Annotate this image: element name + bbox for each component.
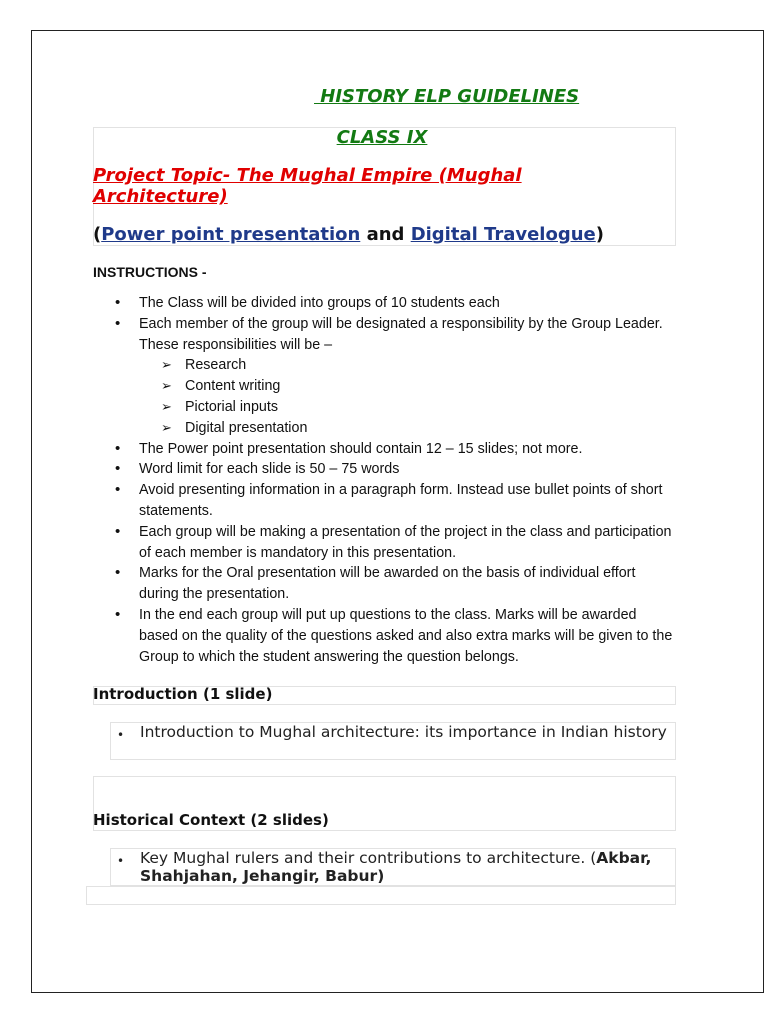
historical-context-bullet [110, 848, 676, 886]
bullet-icon: • [117, 728, 125, 742]
instruction-item [93, 314, 678, 439]
historical-context-heading: Historical Context (2 slides) [93, 811, 329, 829]
format-powerpoint: Power point presentation [101, 224, 361, 245]
instruction-item [93, 563, 678, 605]
format-digital-travelogue: Digital Travelogue [410, 224, 596, 245]
responsibility-item [139, 355, 678, 376]
formats-open-paren: ( [93, 224, 102, 245]
introduction-heading: Introduction (1 slide) [93, 685, 273, 703]
instruction-item [93, 459, 678, 480]
responsibility-text: Research [185, 357, 247, 374]
instruction-item [93, 439, 678, 460]
instruction-text: The Class will be divided into groups of 10 students each [139, 295, 500, 311]
responsibility-item [139, 397, 678, 418]
arrow-bullet-icon: ➢ [161, 419, 172, 435]
rulers-names: Akbar, Shahjahan, Jehangir, Babur) [140, 849, 652, 885]
instruction-text: Each member of the group will be designated a responsibility by the Group Leader. These responsibilities will be – [139, 315, 663, 353]
arrow-bullet-icon: ➢ [161, 398, 172, 414]
responsibility-item [139, 376, 678, 397]
responsibility-text: Pictorial inputs [185, 398, 278, 415]
instruction-item [93, 605, 678, 667]
instruction-item [93, 522, 678, 564]
introduction-bullet-text: Introduction to Mughal architecture: its importance in Indian history [140, 723, 667, 741]
responsibility-text: Content writing [185, 378, 281, 395]
historical-context-bullet-text [140, 849, 670, 885]
empty-table-row [86, 886, 676, 905]
instruction-text: Word limit for each slide is 50 – 75 words [139, 461, 400, 478]
introduction-bullet [110, 722, 676, 760]
class-label-text: CLASS IX [336, 127, 428, 148]
instruction-text: In the end each group will put up questions to the class. Marks will be awarded based on the quality of the questions asked and also extra marks will be given to the Group to which the student answering the question belongs. [139, 606, 673, 665]
formats-close-paren: ) [595, 224, 604, 245]
instruction-text: Avoid presenting information in a paragraph form. Instead use bullet points of short statements. [139, 482, 663, 519]
instruction-text: The Power point presentation should contain 12 – 15 slides; not more. [139, 440, 583, 457]
instructions-heading: INSTRUCTIONS - [93, 264, 207, 280]
instructions-list [93, 293, 678, 667]
arrow-bullet-icon: ➢ [161, 378, 172, 394]
rulers-intro-text: Key Mughal rulers and their contributions to architecture. ( [140, 849, 597, 867]
arrow-bullet-icon: ➢ [161, 357, 172, 373]
instruction-item [93, 480, 678, 522]
responsibility-text: Digital presentation [185, 419, 308, 436]
bullet-icon: • [117, 854, 125, 868]
presentation-formats [93, 224, 604, 245]
instruction-text: Marks for the Oral presentation will be awarded on the basis of individual effort during the presentation. [139, 565, 636, 603]
instruction-text: Each group will be making a presentation of the project in the class and participation of each member is mandatory in this presentation. [139, 523, 672, 561]
formats-conjunction: and [360, 224, 411, 245]
responsibilities-list [139, 355, 678, 438]
class-label [0, 127, 768, 148]
responsibility-item [139, 418, 678, 439]
project-topic: Project Topic- The Mughal Empire (Mughal Architecture) [93, 165, 522, 207]
document-title: HISTORY ELP GUIDELINES [314, 86, 580, 107]
instruction-item [93, 293, 678, 314]
